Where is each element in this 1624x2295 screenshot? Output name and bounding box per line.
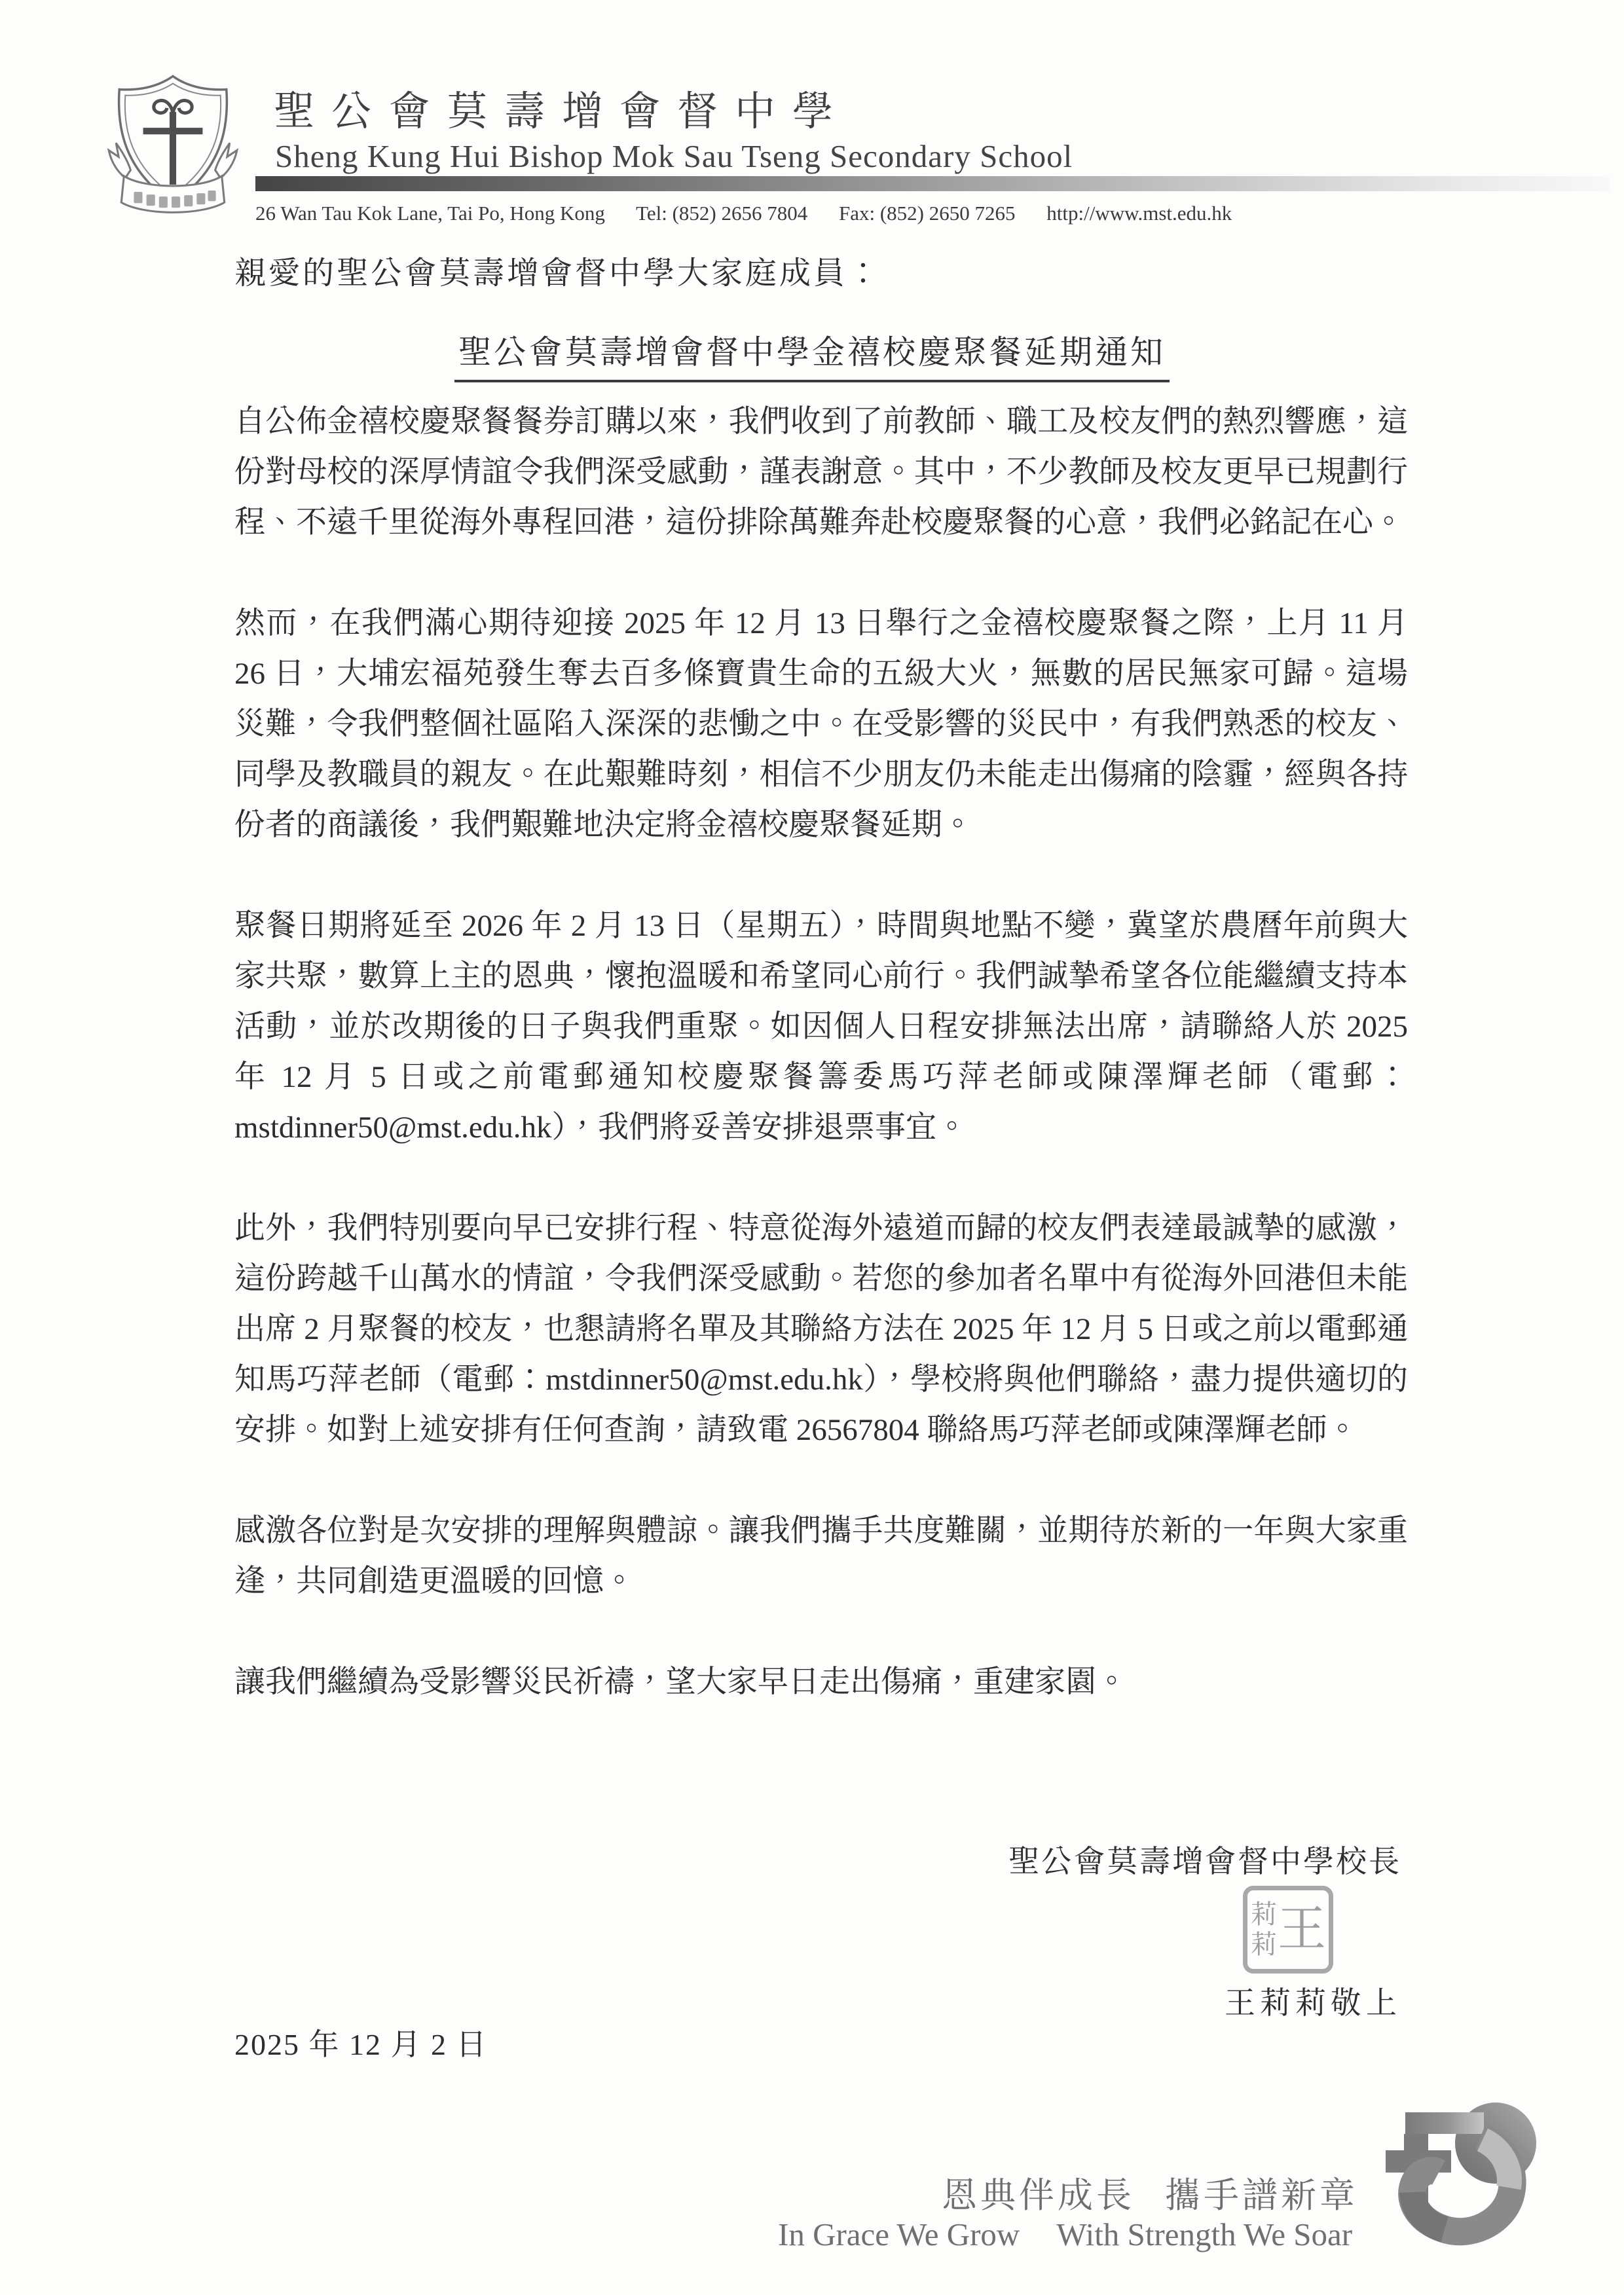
paragraph-2: 然而，在我們滿心期待迎接 2025 年 12 月 13 日舉行之金禧校慶聚餐之際，上月 11 月 26 日，大埔宏福苑發生奪去百多條寶貴生命的五級大火，無數的居民無家可歸。這場災難，令我們整個社區陷入深深的悲慟之中。在受影響的災民中，有我們熟悉的校友、同學及教職員的親友。在此艱難時刻，相信不少朋友仍未能走出傷痛的陰霾，經與各持份者的商議後，我們艱難地決定將金禧校慶聚餐延期。: [234, 606, 1408, 842]
anniversary-50-icon: [1346, 2081, 1569, 2277]
paragraph-3: 聚餐日期將延至 2026 年 2 月 13 日（星期五），時間與地點不變，冀望於農曆年前與大家共聚，數算上主的恩典，懷抱溫暖和希望同心前行。我們誠摯希望各位能繼續支持本活動，並於改期後的日子與我們重聚。如因個人日程安排無法出席，請聯絡人於 2025 年 12 月 5 日或之前電郵通知校慶聚餐籌委馬巧萍老師或陳澤輝老師（電郵：mstdinner50@mst.edu.hk），我們將妥善安排退票事宜。: [234, 909, 1408, 1145]
header-address: [255, 202, 1232, 225]
paragraph-1: 自公佈金禧校慶聚餐餐券訂購以來，我們收到了前教師、職工及校友們的熱烈響應，這份對母校的深厚情誼令我們深受感動，謹表謝意。其中，不少教師及校友更早已規劃行程、不遠千里從海外專程回港，這份排除萬難奔赴校慶聚餐的心意，我們必銘記在心。: [234, 405, 1408, 540]
motto-en: [778, 2216, 1352, 2253]
school-name-zh: 聖公會莫壽增會督中學: [274, 90, 851, 134]
signer-name: 王莉莉敬上: [1225, 1987, 1401, 2021]
address-street: 26 Wan Tau Kok Lane, Tai Po, Hong Kong: [255, 202, 605, 225]
letter-date: 2025 年 12 月 2 日: [234, 2028, 488, 2061]
motto-zh-right: 攜手譜新章: [1165, 2176, 1358, 2215]
seal-left-chars: 莉莉: [1251, 1900, 1277, 1959]
motto-zh-left: 恩典伴成長: [942, 2176, 1135, 2215]
paragraph-5: 感激各位對是次安排的理解與體諒。讓我們攜手共度難關，並期待於新的一年與大家重逢，共同創造更溫暖的回憶。: [234, 1514, 1408, 1598]
letter-title-row: [0, 326, 1624, 382]
motto-zh: [942, 2167, 1358, 2218]
school-crest-icon: [103, 72, 242, 234]
principal-seal: [1243, 1886, 1333, 1974]
address-fax: Fax: (852) 2650 7265: [839, 202, 1016, 225]
signer-title: 聖公會莫壽增會督中學校長: [1008, 1845, 1401, 1879]
header-divider-bar: [255, 176, 1610, 191]
paragraph-6: 讓我們繼續為受影響災民祈禱，望大家早日走出傷痛，重建家園。: [234, 1665, 1127, 1699]
letter-body: [234, 397, 1408, 1758]
address-tel: Tel: (852) 2656 7804: [636, 202, 808, 225]
paragraph-4: 此外，我們特別要向早已安排行程、特意從海外遠道而歸的校友們表達最誠摯的感激，這份跨越千山萬水的情誼，令我們深受感動。若您的參加者名單中有從海外回港但未能出席 2 月聚餐的校友，也懇請將名單及其聯絡方法在 2025 年 12 月 5 日或之前以電郵通知馬巧萍老師（電郵：mstdinner50@mst.edu.hk），學校將與他們聯絡，盡力提供適切的安排。如對上述安排有任何查詢，請致電 26567804 聯絡馬巧萍老師或陳澤輝老師。: [234, 1211, 1408, 1447]
address-website: http://www.mst.edu.hk: [1046, 202, 1232, 225]
motto-en-left: In Grace We Grow: [778, 2216, 1020, 2252]
letter-title: 聖公會莫壽增會督中學金禧校慶聚餐延期通知: [454, 326, 1170, 382]
school-name-en: Sheng Kung Hui Bishop Mok Sau Tseng Secondary School: [275, 138, 1073, 174]
motto-en-right: With Strength We Soar: [1056, 2216, 1353, 2252]
seal-right-char: 王: [1278, 1903, 1326, 1956]
salutation: 親愛的聖公會莫壽增會督中學大家庭成員：: [234, 256, 882, 291]
